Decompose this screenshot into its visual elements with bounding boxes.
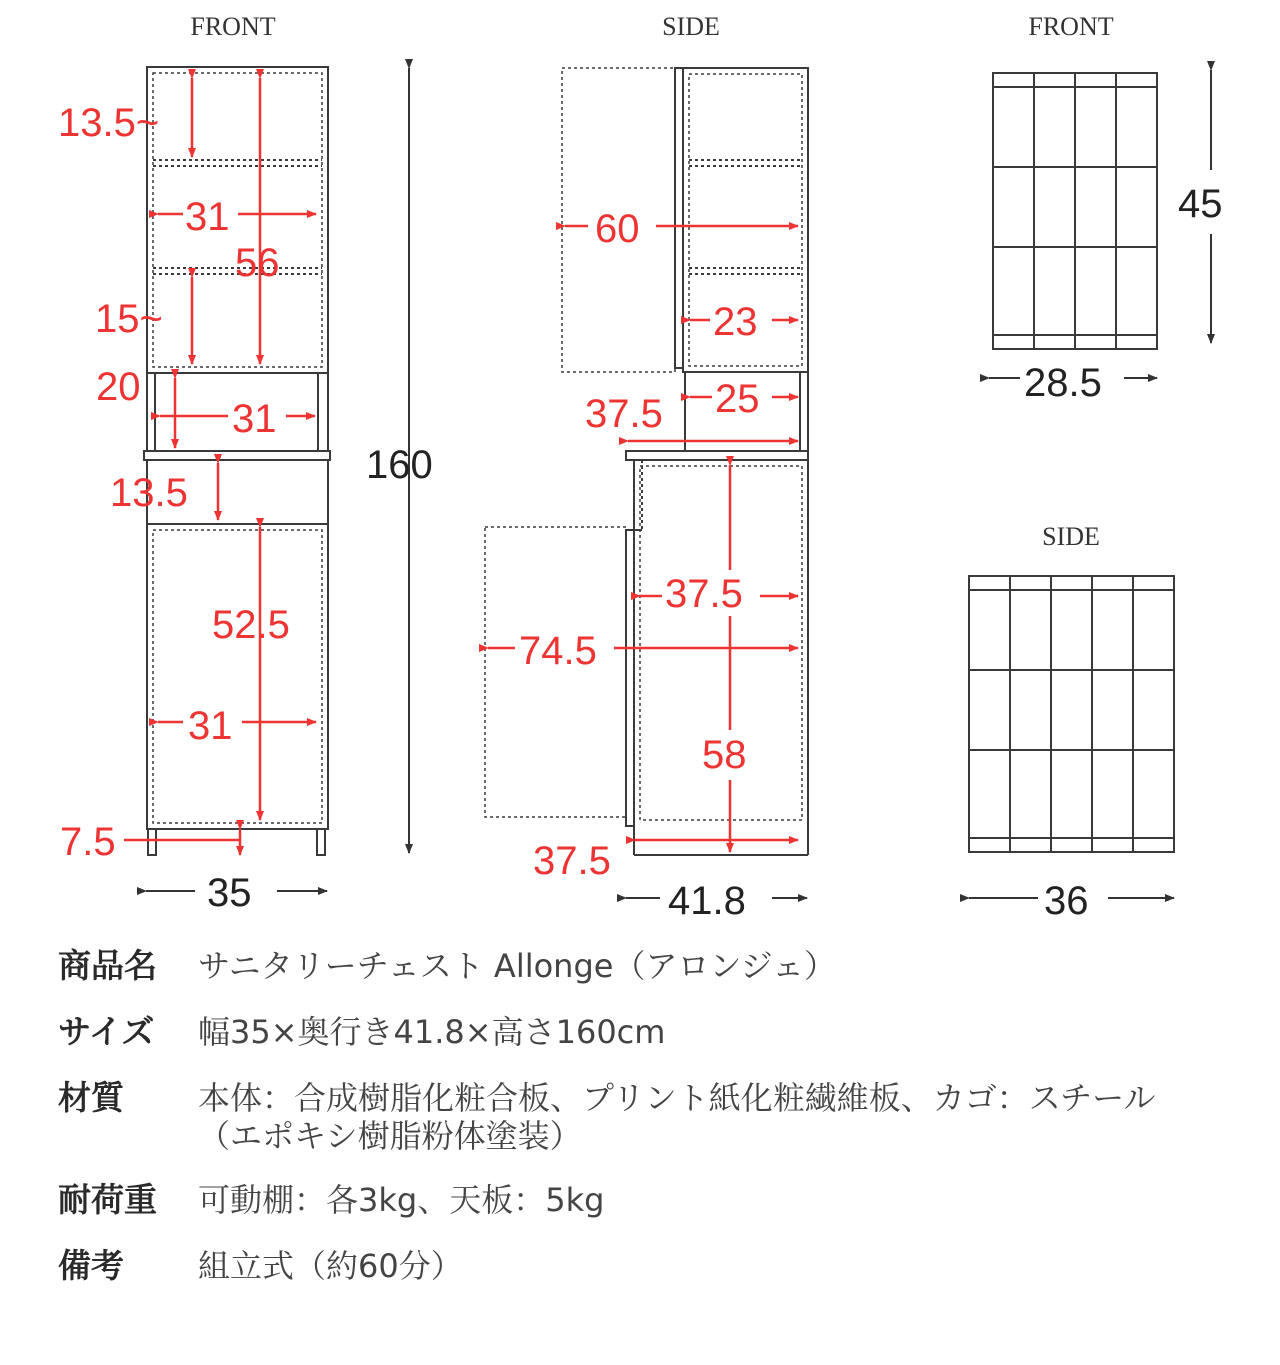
spec-row-load [58, 1179, 1258, 1221]
dim-side-door-width: 60 [595, 207, 640, 251]
spec-label: 備考 [58, 1246, 124, 1285]
dim-total-height: 160 [366, 443, 433, 487]
dim-side-bottom-depth: 37.5 [533, 839, 611, 883]
spec-label: 耐荷重 [58, 1180, 157, 1219]
basket-front [993, 73, 1157, 349]
spec-table [58, 945, 1258, 1311]
dim-side-lower-depth: 37.5 [665, 572, 743, 616]
dim-side-lower-door: 74.5 [519, 629, 597, 673]
dim-front-inner-width-upper: 31 [185, 195, 230, 239]
front-view-label: FRONT [190, 12, 276, 41]
basket-side [969, 576, 1174, 852]
spec-value: サニタリーチェスト Allonge（アロンジェ） [198, 947, 837, 985]
spec-value: 組立式（約60分） [198, 1247, 463, 1285]
dim-side-open-depth: 25 [715, 377, 760, 421]
basket-side-label: SIDE [1042, 522, 1100, 551]
dim-front-shelf-height: 15~ [95, 297, 163, 341]
spec-value: 幅35×奥行き41.8×高さ160cm [198, 1013, 666, 1051]
spec-row-material [58, 1077, 1258, 1155]
dim-front-lower-width: 31 [188, 704, 233, 748]
side-view-label: SIDE [662, 12, 720, 41]
dim-front-total-width: 35 [207, 871, 252, 915]
spec-row-product-name [58, 945, 1258, 987]
spec-value: 本体：合成樹脂化粧合板、プリント紙化粧繊維板、カゴ：スチール [198, 1079, 1156, 1117]
basket-front-label: FRONT [1028, 12, 1114, 41]
dim-front-leg-height: 7.5 [60, 820, 116, 864]
spec-value: 可動棚：各3kg、天板：5kg [198, 1181, 605, 1219]
dim-side-lower-height: 58 [702, 733, 747, 777]
dim-basket-front-width: 28.5 [1024, 361, 1102, 405]
dim-side-shelf-depth: 23 [713, 300, 758, 344]
spec-value-group [198, 1077, 1258, 1155]
dim-front-open-width: 31 [232, 397, 277, 441]
spec-label: 材質 [58, 1078, 124, 1117]
dim-front-open-height: 20 [96, 365, 141, 409]
spec-row-size [58, 1011, 1258, 1053]
spec-label: 商品名 [58, 946, 157, 985]
dim-front-upper-height: 13.5~ [58, 101, 160, 145]
front-cabinet [144, 67, 330, 855]
dim-side-total-depth: 41.8 [668, 879, 746, 923]
side-cabinet [485, 68, 808, 855]
spec-value-line2: （エポキシ樹脂粉体塗装） [198, 1117, 582, 1155]
dim-front-lower-height: 52.5 [212, 603, 290, 647]
dim-front-upper-total: 56 [235, 241, 280, 285]
spec-row-notes [58, 1245, 1258, 1287]
dim-basket-front-height: 45 [1178, 182, 1223, 226]
dim-side-counter-depth: 37.5 [585, 392, 663, 436]
spec-label: サイズ [58, 1012, 155, 1051]
dim-basket-side-width: 36 [1044, 879, 1089, 923]
dim-front-drawer-height: 13.5 [110, 471, 188, 515]
